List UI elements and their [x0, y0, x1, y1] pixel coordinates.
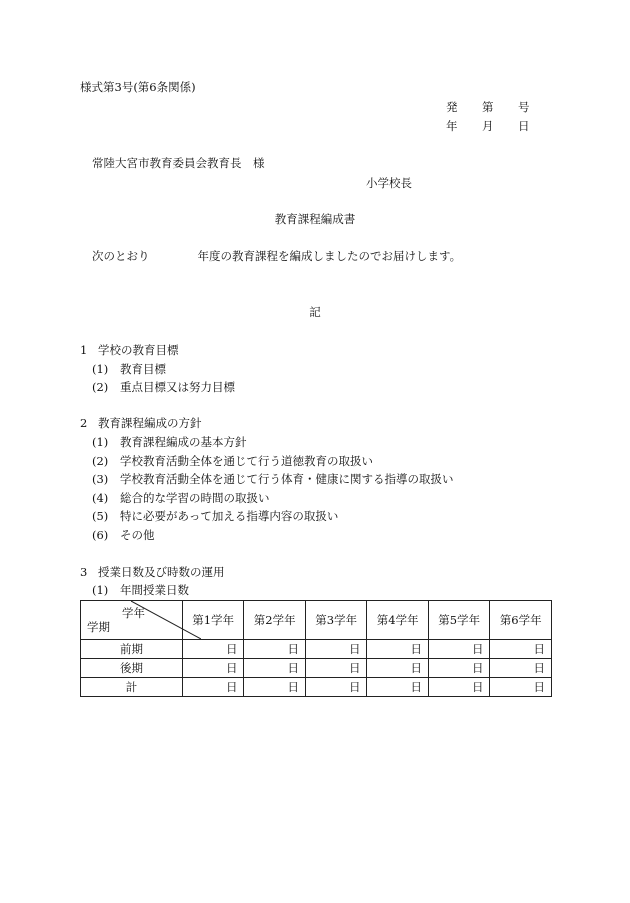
- list-item-number: (1): [92, 435, 109, 449]
- table-row: [81, 678, 552, 697]
- row-label: 計: [81, 678, 183, 697]
- list-item-text: 年間授業日数: [120, 583, 189, 597]
- body-text-before: 次のとおり: [92, 249, 150, 263]
- sender: 小学校長: [366, 176, 412, 190]
- list-item: [92, 380, 235, 394]
- table-cell[interactable]: 日: [428, 659, 490, 678]
- list-item-text: その他: [120, 528, 155, 542]
- ki-heading: 記: [309, 305, 321, 319]
- table-cell[interactable]: 日: [490, 640, 552, 659]
- section-title: 教育課程編成の方針: [98, 416, 202, 430]
- list-item-number: (5): [92, 509, 109, 523]
- table-cell[interactable]: 日: [367, 659, 429, 678]
- table-cell[interactable]: 日: [244, 659, 306, 678]
- row-label: 後期: [81, 659, 183, 678]
- table-cell[interactable]: 日: [367, 640, 429, 659]
- table-corner-cell: [81, 601, 183, 640]
- list-item: [92, 509, 338, 523]
- table-header-row: [81, 601, 552, 640]
- column-header: 第6学年: [490, 601, 552, 640]
- list-item-number: (6): [92, 528, 109, 542]
- list-item: [92, 528, 155, 542]
- section-heading-2: [80, 416, 202, 430]
- table-row: [81, 640, 552, 659]
- column-header: 第5学年: [428, 601, 490, 640]
- table-cell[interactable]: 日: [428, 678, 490, 697]
- document-title: 教育課程編成書: [274, 212, 356, 226]
- list-item-number: (3): [92, 472, 109, 486]
- corner-grade-label: 学年: [122, 606, 145, 620]
- date-day-label: 日: [518, 119, 530, 133]
- school-days-table: [80, 600, 552, 697]
- body-text-after: 年度の教育課程を編成しましたのでお届けします。: [197, 249, 462, 263]
- list-item-number: (1): [92, 583, 109, 597]
- list-item-number: (2): [92, 454, 109, 468]
- column-header: 第2学年: [244, 601, 306, 640]
- column-header: 第4学年: [367, 601, 429, 640]
- list-item: [92, 472, 454, 486]
- list-item: [92, 491, 270, 505]
- table-cell[interactable]: 日: [182, 640, 244, 659]
- issue-suffix-label: 号: [518, 100, 530, 114]
- list-item: [92, 435, 247, 449]
- addressee: 常陸大宮市教育委員会教育長 様: [92, 156, 265, 170]
- table-cell[interactable]: 日: [428, 640, 490, 659]
- list-item-text: 重点目標又は努力目標: [120, 380, 235, 394]
- table-cell[interactable]: 日: [182, 678, 244, 697]
- section-number: 2: [80, 416, 88, 430]
- table-cell[interactable]: 日: [244, 640, 306, 659]
- list-item: [92, 583, 189, 597]
- table-cell[interactable]: 日: [305, 640, 367, 659]
- form-number: 様式第3号(第6条関係): [80, 80, 196, 94]
- list-item-number: (1): [92, 362, 109, 376]
- table-row: [81, 659, 552, 678]
- table-cell[interactable]: 日: [305, 659, 367, 678]
- table-cell[interactable]: 日: [367, 678, 429, 697]
- table-cell[interactable]: 日: [490, 678, 552, 697]
- date-month-label: 月: [482, 119, 494, 133]
- section-title: 授業日数及び時数の運用: [98, 565, 225, 579]
- list-item-text: 教育目標: [120, 362, 166, 376]
- list-item-text: 教育課程編成の基本方針: [120, 435, 247, 449]
- list-item-text: 学校教育活動全体を通じて行う道徳教育の取扱い: [120, 454, 373, 468]
- list-item-number: (2): [92, 380, 109, 394]
- list-item: [92, 362, 166, 376]
- table-cell[interactable]: 日: [244, 678, 306, 697]
- list-item-text: 総合的な学習の時間の取扱い: [120, 491, 270, 505]
- table-cell[interactable]: 日: [490, 659, 552, 678]
- section-heading-3: [80, 565, 225, 579]
- corner-term-label: 学期: [87, 620, 110, 634]
- issue-label: 発: [446, 100, 458, 114]
- issue-number-label: 第: [482, 100, 494, 114]
- list-item: [92, 454, 373, 468]
- body-text: [92, 249, 461, 263]
- table-cell[interactable]: 日: [182, 659, 244, 678]
- column-header: 第1学年: [182, 601, 244, 640]
- section-number: 3: [80, 565, 88, 579]
- date-year-label: 年: [446, 119, 458, 133]
- row-label: 前期: [81, 640, 183, 659]
- section-title: 学校の教育目標: [98, 343, 179, 357]
- list-item-text: 特に必要があって加える指導内容の取扱い: [120, 509, 339, 523]
- section-number: 1: [80, 343, 88, 357]
- list-item-number: (4): [92, 491, 109, 505]
- column-header: 第3学年: [305, 601, 367, 640]
- section-heading-1: [80, 343, 179, 357]
- table-cell[interactable]: 日: [305, 678, 367, 697]
- corner-labels: [81, 601, 151, 639]
- list-item-text: 学校教育活動全体を通じて行う体育・健康に関する指導の取扱い: [120, 472, 454, 486]
